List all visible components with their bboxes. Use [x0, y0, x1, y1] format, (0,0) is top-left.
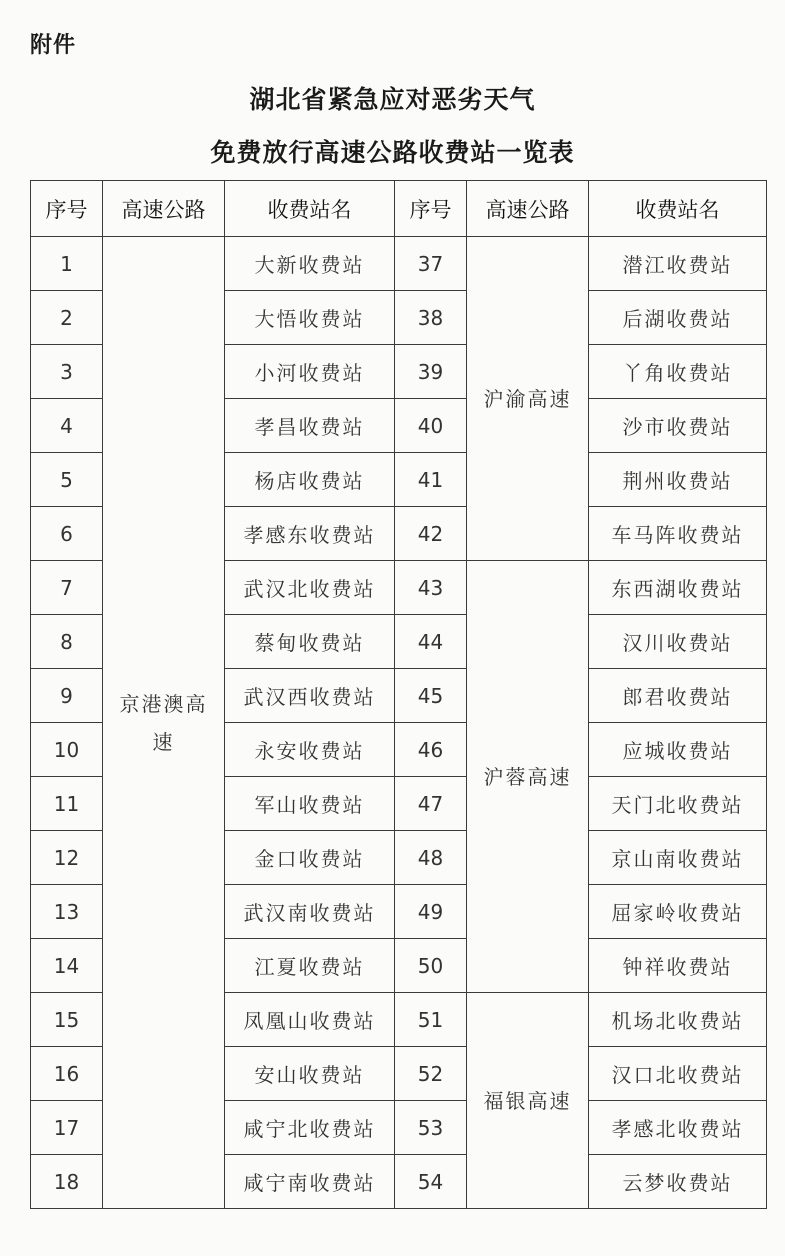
station-name: 小河收费站 [225, 345, 395, 399]
station-name: 武汉南收费站 [225, 885, 395, 939]
station-name: 后湖收费站 [589, 291, 767, 345]
attachment-label: 附件 [30, 33, 77, 58]
row-number: 5 [31, 453, 103, 507]
expressway-cell: 京港澳高速 [103, 237, 225, 1209]
row-number: 1 [31, 237, 103, 291]
station-name: 汉川收费站 [589, 615, 767, 669]
row-number: 12 [31, 831, 103, 885]
row-number: 49 [395, 885, 467, 939]
row-number: 16 [31, 1047, 103, 1101]
row-number: 54 [395, 1155, 467, 1209]
row-number: 47 [395, 777, 467, 831]
expressway-cell: 福银高速 [467, 993, 589, 1209]
row-number: 53 [395, 1101, 467, 1155]
station-name: 丫角收费站 [589, 345, 767, 399]
expressway-cell: 沪蓉高速 [467, 561, 589, 993]
header-expressway-right: 高速公路 [467, 181, 589, 237]
station-name: 孝昌收费站 [225, 399, 395, 453]
row-number: 9 [31, 669, 103, 723]
station-name: 永安收费站 [225, 723, 395, 777]
row-number: 40 [395, 399, 467, 453]
row-number: 51 [395, 993, 467, 1047]
row-number: 3 [31, 345, 103, 399]
row-number: 46 [395, 723, 467, 777]
row-number: 52 [395, 1047, 467, 1101]
station-name: 潜江收费站 [589, 237, 767, 291]
row-number: 8 [31, 615, 103, 669]
station-name: 武汉西收费站 [225, 669, 395, 723]
station-name: 汉口北收费站 [589, 1047, 767, 1101]
row-number: 42 [395, 507, 467, 561]
table-row [31, 237, 767, 291]
header-station-left: 收费站名 [225, 181, 395, 237]
header-seq-right: 序号 [395, 181, 467, 237]
station-name: 咸宁北收费站 [225, 1101, 395, 1155]
expressway-cell: 沪渝高速 [467, 237, 589, 561]
station-name: 机场北收费站 [589, 993, 767, 1047]
station-name: 应城收费站 [589, 723, 767, 777]
station-name: 金口收费站 [225, 831, 395, 885]
station-name: 沙市收费站 [589, 399, 767, 453]
row-number: 37 [395, 237, 467, 291]
station-name: 屈家岭收费站 [589, 885, 767, 939]
row-number: 41 [395, 453, 467, 507]
row-number: 4 [31, 399, 103, 453]
station-name: 蔡甸收费站 [225, 615, 395, 669]
row-number: 38 [395, 291, 467, 345]
row-number: 2 [31, 291, 103, 345]
station-name: 杨店收费站 [225, 453, 395, 507]
table-header-row [31, 181, 767, 237]
station-name: 凤凰山收费站 [225, 993, 395, 1047]
station-name: 郎君收费站 [589, 669, 767, 723]
station-name: 钟祥收费站 [589, 939, 767, 993]
station-name: 咸宁南收费站 [225, 1155, 395, 1209]
row-number: 7 [31, 561, 103, 615]
row-number: 43 [395, 561, 467, 615]
station-name: 江夏收费站 [225, 939, 395, 993]
header-station-right: 收费站名 [589, 181, 767, 237]
row-number: 18 [31, 1155, 103, 1209]
station-name: 荆州收费站 [589, 453, 767, 507]
row-number: 11 [31, 777, 103, 831]
document-title-line1: 湖北省紧急应对恶劣天气 [249, 85, 536, 114]
row-number: 44 [395, 615, 467, 669]
row-number: 48 [395, 831, 467, 885]
station-name: 安山收费站 [225, 1047, 395, 1101]
row-number: 39 [395, 345, 467, 399]
toll-station-table [30, 180, 767, 1209]
station-name: 云梦收费站 [589, 1155, 767, 1209]
station-name: 武汉北收费站 [225, 561, 395, 615]
document-title-line2: 免费放行高速公路收费站一览表 [210, 138, 575, 167]
header-expressway-left: 高速公路 [103, 181, 225, 237]
station-name: 东西湖收费站 [589, 561, 767, 615]
station-name: 京山南收费站 [589, 831, 767, 885]
header-seq-left: 序号 [31, 181, 103, 237]
row-number: 13 [31, 885, 103, 939]
row-number: 45 [395, 669, 467, 723]
row-number: 14 [31, 939, 103, 993]
row-number: 17 [31, 1101, 103, 1155]
row-number: 15 [31, 993, 103, 1047]
station-name: 大新收费站 [225, 237, 395, 291]
row-number: 10 [31, 723, 103, 777]
station-name: 孝感东收费站 [225, 507, 395, 561]
station-name: 天门北收费站 [589, 777, 767, 831]
station-name: 大悟收费站 [225, 291, 395, 345]
row-number: 6 [31, 507, 103, 561]
row-number: 50 [395, 939, 467, 993]
station-name: 车马阵收费站 [589, 507, 767, 561]
station-name: 孝感北收费站 [589, 1101, 767, 1155]
station-name: 军山收费站 [225, 777, 395, 831]
